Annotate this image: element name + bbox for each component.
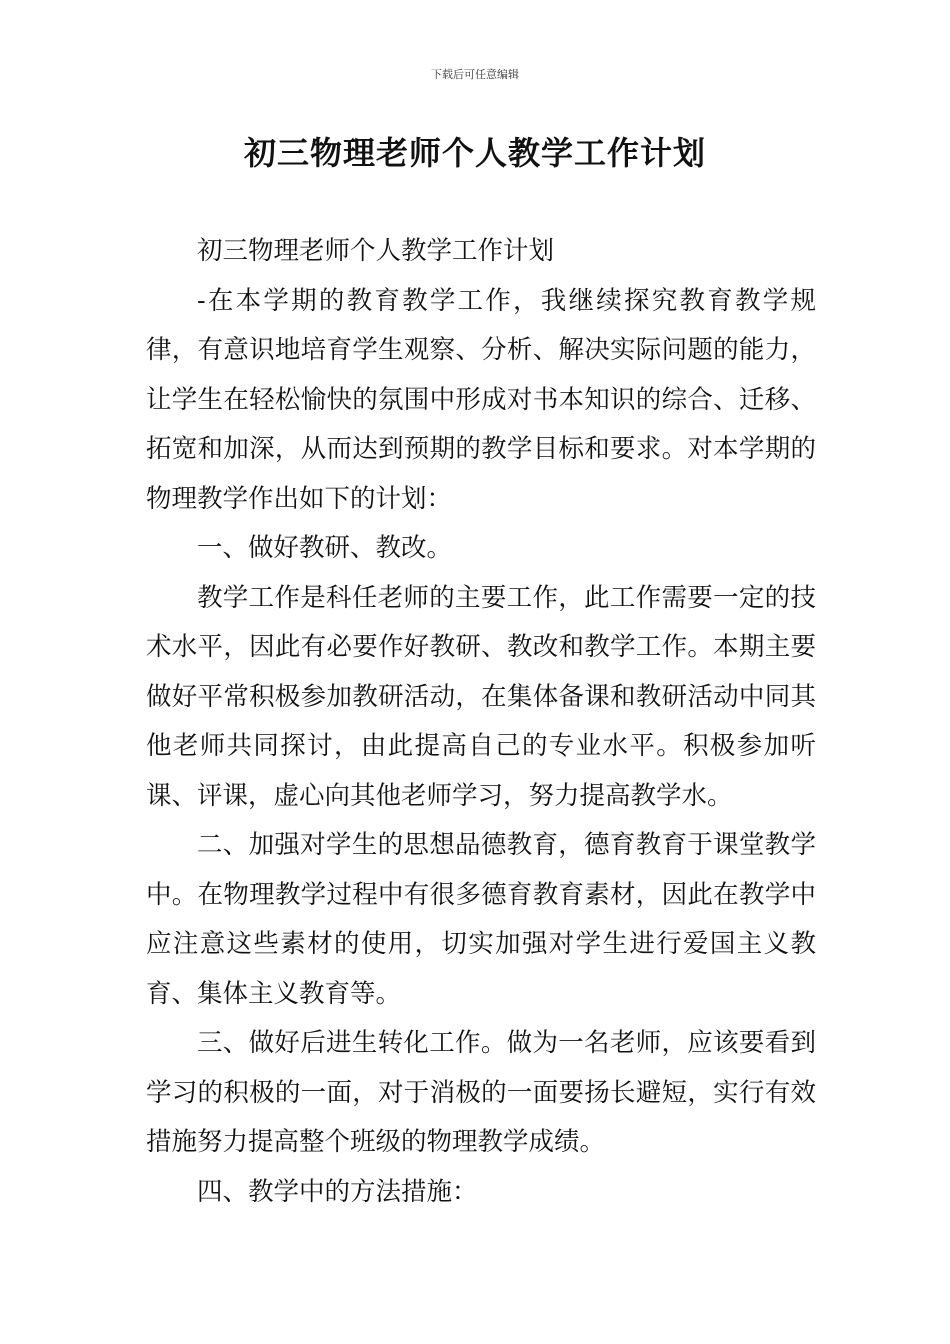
section-heading-1: 一、做好教研、教改。: [197, 533, 453, 563]
paragraph-intro: -在本学期的教育教学工作，我继续探究教育教学规律，有意识地培育学生观察、分析、解决实际问题的能力，让学生在轻松愉快的氛围中形成对书本知识的综合、迁移、拓宽和加深，从而达到预期的教学目标和要求。对本学期的物理教学作出如下的计划：: [146, 285, 816, 514]
page-header-note: 下载后可任意编辑: [431, 68, 519, 81]
paragraph-section-2: 二、加强对学生的思想品德教育，德育教育于课堂教学中。在物理教学过程中有很多德育教育素材，因此在教学中应注意这些素材的使用，切实加强对学生进行爱国主义教育、集体主义教育等。: [146, 830, 816, 1009]
paragraph-section-1: 教学工作是科任老师的主要工作，此工作需要一定的技术水平，因此有必要作好教研、教改和教学工作。本期主要做好平常积极参加教研活动，在集体备课和教研活动中同其他老师共同探讨，由此提高自己的专业水平。积极参加听课、评课，虚心向其他老师学习，努力提高教学水。: [146, 582, 816, 811]
paragraph-subtitle: 初三物理老师个人教学工作计划: [197, 236, 555, 266]
section-heading-4: 四、教学中的方法措施：: [197, 1176, 478, 1207]
document-title: 初三物理老师个人教学工作计划: [243, 134, 706, 172]
document-body: [146, 227, 816, 1217]
paragraph-section-3: 三、做好后进生转化工作。做为一名老师，应该要看到学习的积极的一面，对于消极的一面要扬长避短，实行有效措施努力提高整个班级的物理教学成绩。: [146, 1028, 816, 1157]
